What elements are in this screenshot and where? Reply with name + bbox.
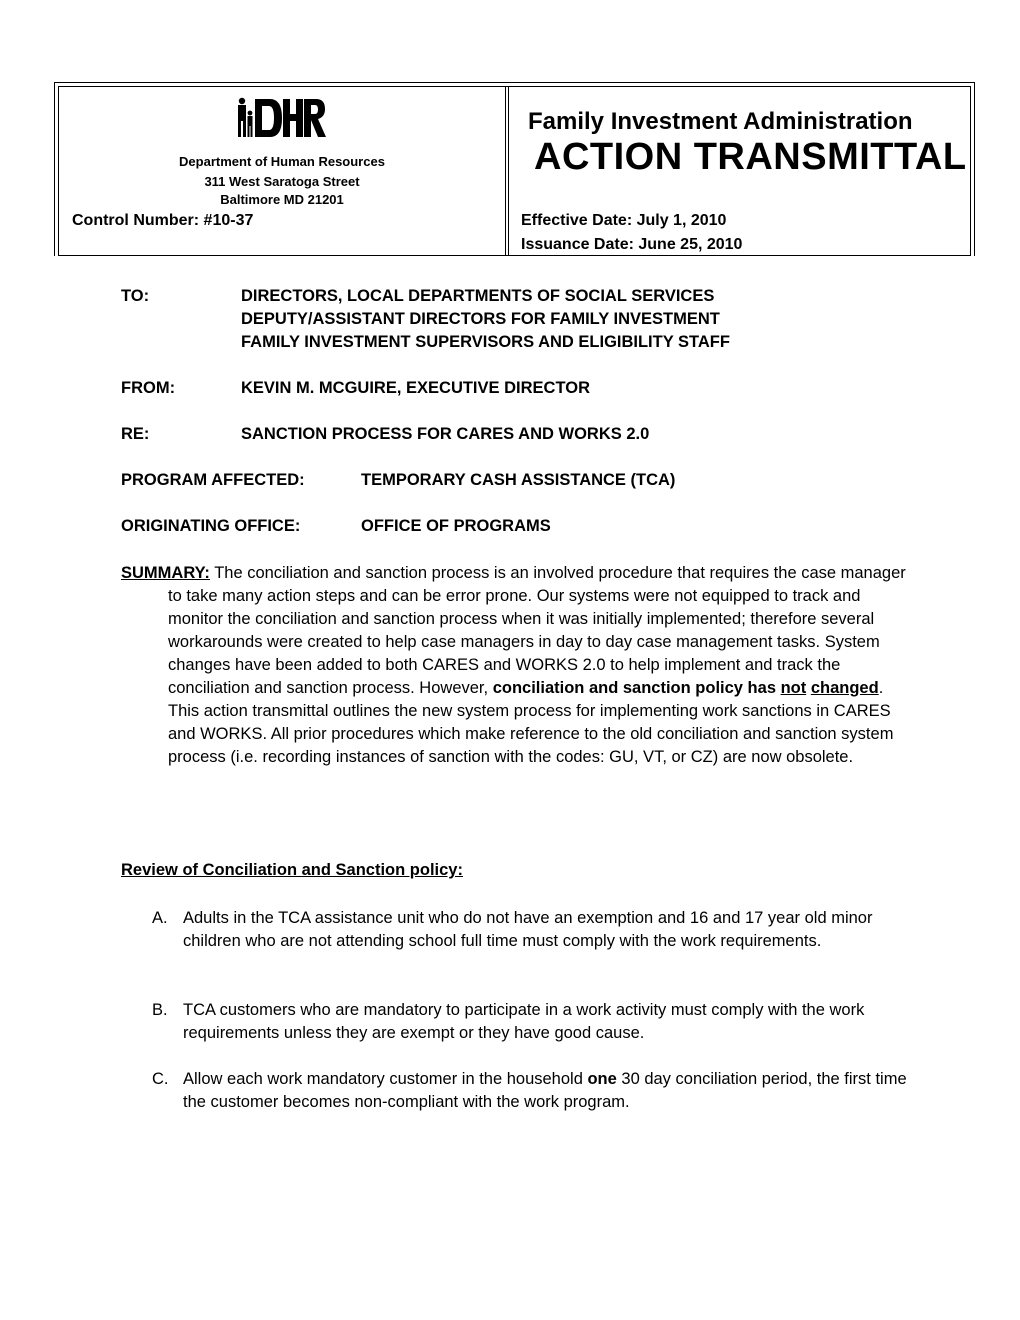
issuance-date: Issuance Date: June 25, 2010 xyxy=(521,236,743,253)
summary-paragraph xyxy=(121,562,911,769)
summary-section xyxy=(121,562,911,769)
header-divider xyxy=(505,86,509,260)
to-line: DIRECTORS, LOCAL DEPARTMENTS OF SOCIAL SERVICES xyxy=(241,287,715,305)
to-line: FAMILY INVESTMENT SUPERVISORS AND ELIGIBILITY STAFF xyxy=(241,333,730,351)
to-label: TO: xyxy=(121,287,150,305)
effective-date: Effective Date: July 1, 2010 xyxy=(521,212,727,229)
department-city: Baltimore MD 21201 xyxy=(220,192,344,207)
summary-text: The conciliation and sanction process is an involved procedure that requires the case manager to take many action steps and can be error prone. Our systems were not equipped to track and monitor the conciliation and sanction process when it was initially implemented; therefore several workarounds were created to help case managers in day to day case management tasks. System changes have been added to both CARES and WORKS 2.0 to help implement and track the conciliation and sanction process. However, xyxy=(168,564,906,697)
item-text: TCA customers who are mandatory to participate in a work activity must comply with the work requirements unless they are exempt or they have good cause. xyxy=(183,1001,865,1042)
policy-item xyxy=(152,907,912,953)
item-letter: C. xyxy=(152,1070,169,1088)
originating-office-label: ORIGINATING OFFICE: xyxy=(121,517,301,535)
originating-office-value: OFFICE OF PROGRAMS xyxy=(361,517,551,535)
document-type: ACTION TRANSMITTAL xyxy=(534,136,967,178)
review-heading: Review of Conciliation and Sanction policy: xyxy=(121,861,463,879)
item-text: Allow each work mandatory customer in the household one 30 day conciliation period, the first time the customer becomes non-compliant with the work program. xyxy=(183,1070,907,1111)
summary-bold: conciliation and sanction policy has xyxy=(492,679,781,697)
program-affected-value: TEMPORARY CASH ASSISTANCE (TCA) xyxy=(361,471,676,489)
program-affected-section xyxy=(121,469,901,492)
originating-office-section xyxy=(121,515,901,538)
re-label: RE: xyxy=(121,425,150,443)
policy-item xyxy=(152,999,912,1045)
summary-changed: changed xyxy=(810,679,879,697)
policy-item xyxy=(152,1068,912,1114)
administration-name: Family Investment Administration xyxy=(528,108,913,135)
department-name: Department of Human Resources xyxy=(179,154,385,169)
logo-text: DHR xyxy=(234,97,237,98)
to-section xyxy=(121,285,901,355)
summary-label: SUMMARY: xyxy=(121,564,210,582)
item-bold: one xyxy=(587,1070,617,1088)
from-section xyxy=(121,377,901,400)
control-number: Control Number: #10-37 xyxy=(72,212,254,229)
program-affected-label: PROGRAM AFFECTED: xyxy=(121,471,305,489)
dhr-logo xyxy=(234,97,326,139)
from-value: KEVIN M. MCGUIRE, EXECUTIVE DIRECTOR xyxy=(241,379,590,397)
item-letter: B. xyxy=(152,1001,168,1019)
to-line: DEPUTY/ASSISTANT DIRECTORS FOR FAMILY INVESTMENT xyxy=(241,310,720,328)
item-text: Adults in the TCA assistance unit who do not have an exemption and 16 and 17 year old minor children who are not attending school full time must comply with the work requirements. xyxy=(183,909,873,950)
from-label: FROM: xyxy=(121,379,176,397)
item-letter: A. xyxy=(152,909,168,927)
re-section xyxy=(121,423,901,446)
summary-not: not xyxy=(780,679,807,697)
summary-text-end: . This action transmittal outlines the new system process for implementing work sanctions in CARES and WORKS. All prior procedures which make reference to the old conciliation and sanction system process (i.e. recording instances of sanction with the codes: GU, VT, or CZ) are now obsolete. xyxy=(168,679,894,766)
department-street: 311 West Saratoga Street xyxy=(204,174,360,189)
re-value: SANCTION PROCESS FOR CARES AND WORKS 2.0 xyxy=(241,425,650,443)
